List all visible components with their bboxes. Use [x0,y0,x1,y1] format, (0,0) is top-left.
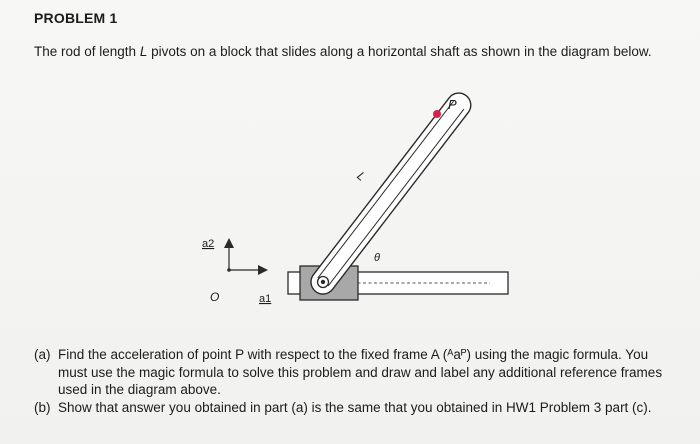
question-a-text: Find the acceleration of point P with respect to the fixed frame A (ᴬaᴾ) using the magic formula. You must use the magic formula to solve this problem and draw and label any additional reference frames used in the diagram above. [58,347,663,397]
problem-heading: PROBLEM 1 [34,10,118,26]
rod-inner-edge-bottom [328,109,464,286]
rod-length-label: L [354,168,369,184]
question-a [34,346,674,399]
question-b-tag: (b) [34,399,51,415]
point-p-label: P [448,97,457,112]
question-b [34,399,674,417]
intro-length-variable: L [139,44,148,59]
point-p-marker [433,110,441,118]
rod [306,88,475,299]
intro-text-before: The rod of length [34,44,140,59]
axis-a2-label: a2 [202,238,215,250]
origin-o-label: O [210,290,220,304]
angle-theta-label: θ [374,252,380,264]
question-b-text: Show that answer you obtained in part (a) is the same that you obtained in HW1 Problem 3 part (c). [58,399,652,415]
question-a-tag: (a) [34,347,51,362]
rod-inner-edge-top [318,101,454,278]
origin-dot [227,268,231,272]
pivot-center-dot [321,280,325,284]
questions-list [34,346,674,416]
intro-text-after: pivots on a block that slides along a horizontal shaft as shown in the diagram below. [147,44,652,59]
axis-a1-label: a1 [259,293,272,305]
axis-a1-arrowhead [258,265,268,275]
axis-a2-arrowhead [224,238,234,248]
